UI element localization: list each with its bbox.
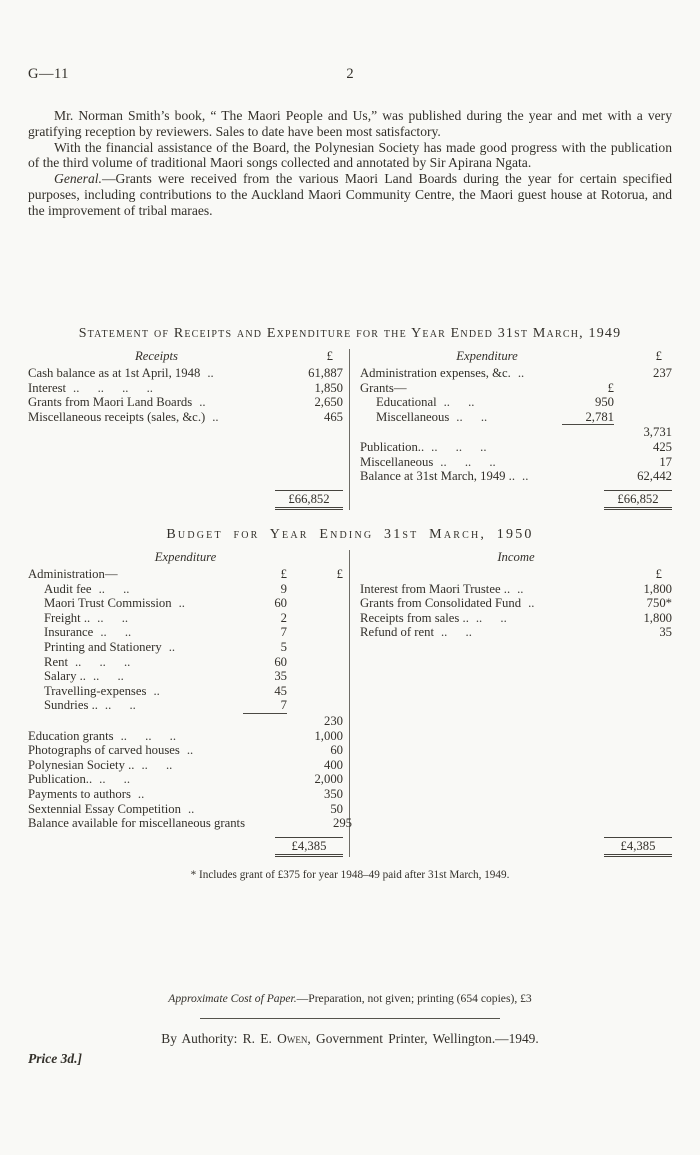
table-row [360, 625, 672, 640]
receipts-column-head [28, 349, 343, 364]
table-row [28, 684, 343, 699]
currency-symbol: £ [336, 567, 343, 581]
imprint-divider [200, 1018, 500, 1019]
row-label: Payments to authors [28, 786, 131, 801]
table-row [360, 596, 672, 611]
row-value: 350 [323, 786, 343, 801]
authority-post: , Government Printer, Wellington.—1949. [307, 1031, 539, 1046]
currency-symbol: £ [655, 567, 662, 581]
dot-leader: .. [517, 366, 525, 380]
row-value: 425 [652, 439, 672, 454]
table-row [360, 395, 672, 410]
row-value: 7 [243, 698, 287, 714]
paragraph-general [28, 171, 672, 218]
dot-leader: .. .. [92, 669, 124, 684]
row-value: 50 [330, 801, 343, 816]
row-value: 750* [646, 596, 672, 611]
row-label: Publication.. [360, 439, 425, 454]
budget-table [28, 550, 672, 857]
budget-income-column [350, 550, 672, 857]
dot-leader: .. .. [443, 395, 475, 410]
table-row [28, 669, 343, 684]
dot-leader: .. .. .. .. [73, 380, 153, 395]
dot-leader: .. .. [97, 610, 129, 625]
row-label: Miscellaneous [360, 454, 434, 469]
row-label: Sundries .. [44, 698, 98, 713]
table-row [28, 655, 343, 670]
doc-reference: G—11 [28, 66, 69, 82]
row-value: 45 [274, 683, 287, 698]
currency-symbol: £ [280, 567, 287, 581]
table-row [360, 366, 672, 381]
row-label: Sextennial Essay Competition [28, 801, 181, 816]
row-value: 5 [280, 639, 287, 654]
row-label: Salary .. [44, 669, 86, 684]
row-label: Photographs of carved houses [28, 743, 180, 758]
row-value: 3,731 [643, 425, 672, 440]
expenditure-heading: Expenditure [456, 349, 518, 363]
paragraph-polynesian-society: With the financial assistance of the Board, the Polynesian Society has made good progress with the publication of the third volume of traditional Maori songs collected and annotated by Sir Apirana Ngata. [28, 139, 672, 171]
row-label: Printing and Stationery [44, 639, 162, 654]
table-row [360, 611, 672, 626]
dot-leader: .. [207, 366, 214, 380]
table-row [28, 772, 343, 787]
row-value: 400 [323, 757, 343, 772]
dot-leader: .. .. [475, 610, 507, 625]
budget-income-heading: Income [497, 550, 535, 564]
row-label: Administration expenses, &c. [360, 366, 511, 380]
body-text [28, 108, 672, 219]
row-label: Insurance [44, 625, 94, 640]
cost-of-paper-lead: Approximate Cost of Paper. [168, 992, 297, 1005]
table-row [360, 440, 672, 455]
row-value: 60 [330, 743, 343, 758]
expenditure-column-head [360, 349, 672, 364]
table-row [28, 567, 343, 582]
budget-expenditure-head [28, 550, 343, 565]
authority-line [0, 1031, 700, 1047]
row-value: 35 [274, 669, 287, 684]
dot-leader: .. .. .. [431, 439, 487, 454]
row-label: Interest [28, 380, 67, 395]
row-label: Miscellaneous receipts (sales, &c.) [28, 409, 206, 424]
table-row [360, 582, 672, 597]
cost-of-paper-rest: —Preparation, not given; printing (654 copies), £3 [296, 992, 532, 1005]
currency-symbol: £ [326, 349, 333, 363]
statement-section [28, 326, 672, 510]
dot-leader: .. [528, 596, 535, 611]
dot-leader: .. [137, 786, 145, 801]
row-label: Interest from Maori Trustee .. [360, 581, 511, 596]
table-row [28, 625, 343, 640]
dot-leader: .. .. [456, 409, 488, 424]
dot-leader: .. [522, 469, 529, 484]
table-row [28, 410, 343, 425]
footnote: * Includes grant of £375 for year 1948–49 paid after 31st March, 1949. [190, 869, 510, 881]
row-subvalue: 2,781 [562, 410, 614, 426]
dot-leader: .. .. .. [120, 728, 176, 743]
row-label: Grants— [360, 380, 407, 395]
row-value: 2 [280, 610, 287, 625]
row-value: 237 [652, 366, 672, 380]
table-row [28, 640, 343, 655]
page-number: 2 [346, 66, 354, 82]
row-label: Educational [376, 395, 437, 410]
row-value: 62,442 [637, 469, 672, 484]
dot-leader: .. .. [98, 581, 130, 596]
table-row [28, 802, 343, 817]
table-row [28, 381, 343, 396]
budget-section [28, 527, 672, 857]
dot-leader: .. .. [141, 757, 173, 772]
table-row [28, 729, 343, 744]
row-value: 17 [659, 454, 672, 469]
budget-title: Budget for Year Ending 31st March, 1950 [166, 527, 534, 542]
budget-income-total: £4,385 [604, 837, 672, 858]
row-label: Balance at 31st March, 1949 .. [360, 469, 516, 484]
row-label: Administration— [28, 567, 118, 581]
row-label: Maori Trust Commission [44, 596, 172, 611]
row-label: Miscellaneous [376, 409, 450, 424]
expenditure-total-row [360, 484, 672, 511]
dot-leader: .. [178, 596, 185, 611]
table-row [28, 698, 343, 714]
dot-leader: .. [212, 409, 219, 424]
row-label: Refund of rent [360, 625, 434, 640]
table-row [28, 787, 343, 802]
dot-leader: .. [187, 801, 195, 816]
table-row [28, 395, 343, 410]
row-label: Rent [44, 654, 68, 669]
statement-table [28, 349, 672, 510]
row-value: 295 [332, 816, 353, 831]
row-value: 1,000 [314, 728, 343, 743]
currency-row [360, 567, 672, 582]
currency-symbol: £ [655, 349, 662, 363]
row-value: 465 [323, 409, 343, 424]
receipts-heading: Receipts [135, 349, 178, 363]
budget-income-total-row [360, 831, 672, 858]
budget-expenditure-total-row [28, 831, 343, 858]
row-label: Publication.. [28, 772, 93, 787]
table-row [360, 425, 672, 440]
page-header [28, 66, 672, 84]
currency-symbol: £ [607, 380, 614, 395]
row-label: Balance available for miscellaneous grants [28, 816, 246, 831]
dot-leader: .. [517, 581, 524, 596]
receipts-total: £66,852 [275, 490, 343, 511]
table-row [360, 381, 672, 396]
row-subvalue: 950 [594, 395, 614, 410]
cost-of-paper-line [0, 992, 700, 1005]
budget-expenditure-total: £4,385 [275, 837, 343, 858]
table-row [28, 582, 343, 597]
row-label: Freight .. [44, 610, 91, 625]
row-label: Travelling-expenses [44, 683, 147, 698]
row-value: 60 [274, 654, 287, 669]
dot-leader: .. .. [100, 625, 132, 640]
row-value: 1,800 [643, 610, 672, 625]
paragraph-general-rest: —Grants were received from the various Maori Land Boards during the year for certain specified purposes, including contributions to the Auckland Maori Community Centre, the Maori guest house at Rotorua, and the improvement of tribal maraes. [28, 171, 672, 218]
dot-leader: .. [186, 743, 194, 758]
row-value: 60 [274, 596, 287, 611]
paragraph-general-lead: General. [54, 171, 102, 187]
expenditure-total: £66,852 [604, 490, 672, 511]
subtotal-value: 230 [323, 713, 343, 728]
table-row [360, 410, 672, 426]
row-value: 9 [280, 581, 287, 596]
row-value: 2,000 [314, 772, 343, 787]
receipts-total-row [28, 484, 343, 511]
expenditure-column [350, 349, 672, 510]
table-row [28, 816, 353, 831]
row-label: Cash balance as at 1st April, 1948 [28, 366, 201, 380]
dot-leader: .. .. [441, 625, 472, 640]
dot-leader: .. .. .. [74, 654, 131, 669]
row-label: Education grants [28, 728, 114, 743]
printer-name: R. E. Owen [242, 1031, 308, 1046]
budget-income-head [360, 550, 672, 565]
dot-leader: .. [153, 683, 160, 698]
row-label: Polynesian Society .. [28, 757, 135, 772]
dot-leader: .. .. [104, 698, 136, 713]
row-value: 7 [280, 625, 287, 640]
row-label: Grants from Maori Land Boards [28, 395, 193, 410]
row-value: 61,887 [308, 366, 343, 380]
price-note: Price 3d.] [28, 1051, 82, 1066]
table-row [28, 743, 343, 758]
row-value: 1,850 [314, 380, 343, 395]
dot-leader: .. .. [99, 772, 130, 787]
row-value: 2,650 [314, 395, 343, 410]
receipts-column [28, 349, 350, 510]
table-row [360, 469, 672, 484]
row-value: 1,800 [643, 581, 672, 596]
row-label: Receipts from sales .. [360, 610, 469, 625]
table-row [360, 455, 672, 470]
row-value: 35 [659, 625, 672, 640]
dot-leader: .. [168, 639, 176, 654]
table-row [28, 611, 343, 626]
paragraph-norman-smith: Mr. Norman Smith’s book, “ The Maori People and Us,” was published during the year and met with a very gratifying reception by reviewers. Sales to date have been most satisfactory. [28, 108, 672, 139]
row-label: Audit fee [44, 581, 92, 596]
subtotal-row [28, 714, 343, 729]
row-label: Grants from Consolidated Fund [360, 596, 522, 611]
budget-expenditure-column [28, 550, 353, 857]
authority-pre: By Authority: [161, 1031, 243, 1046]
dot-leader: .. .. .. [440, 454, 496, 469]
table-row [28, 366, 343, 381]
budget-expenditure-heading: Expenditure [154, 550, 217, 564]
table-row [28, 596, 343, 611]
statement-title: Statement of Receipts and Expenditure for the Year Ended 31st March, 1949 [78, 326, 622, 341]
dot-leader: .. [199, 395, 206, 410]
table-row [28, 758, 343, 773]
